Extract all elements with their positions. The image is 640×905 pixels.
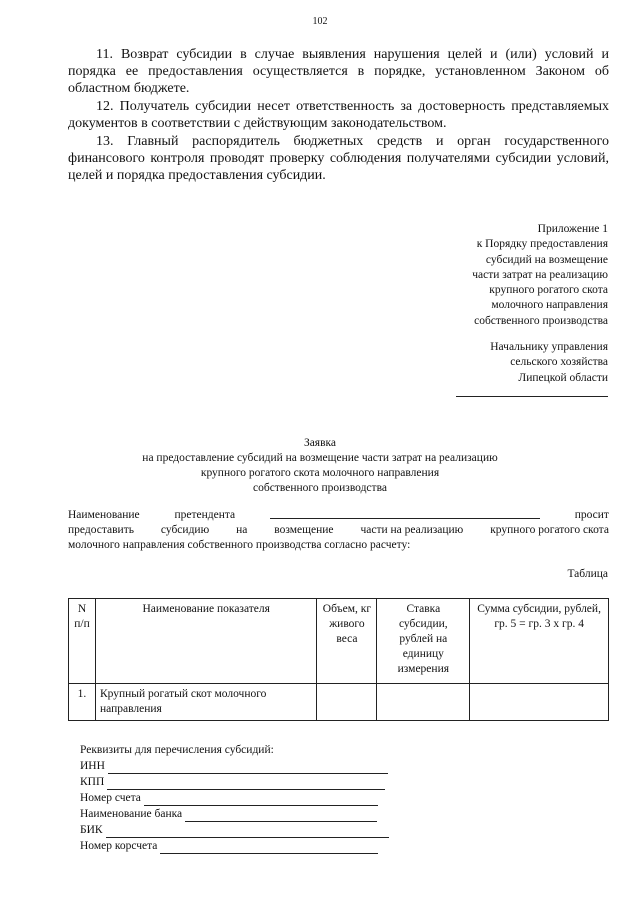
- table-header-row: [69, 599, 609, 684]
- bank-name-field[interactable]: [185, 810, 377, 822]
- applicant-word: претендента: [174, 509, 236, 521]
- applicant-word: просит: [574, 509, 609, 521]
- appendix-line: молочного направления: [491, 299, 608, 312]
- requisite-row-corr-account: [80, 838, 389, 854]
- request-title: Заявка: [303, 437, 337, 449]
- requisites-title: Реквизиты для перечисления субсидий:: [80, 744, 274, 756]
- header-cell-num: N п/п: [69, 599, 96, 684]
- requisite-row-kpp: [80, 774, 389, 790]
- applicant-line-3: молочного направления собственного производства согласно расчету:: [68, 539, 411, 551]
- addressee-line: Липецкой области: [518, 371, 608, 384]
- applicant-name-field[interactable]: [270, 508, 540, 519]
- request-subtitle-line: крупного рогатого скота молочного направления: [200, 467, 440, 479]
- header-cell-sum: Сумма субсидии, рублей, гр. 5 = гр. 3 x гр. 4: [470, 599, 609, 684]
- bik-field[interactable]: [106, 826, 389, 838]
- requisite-row-bik: [80, 822, 389, 838]
- applicant-line-2: [68, 523, 609, 538]
- row-number: 1.: [69, 684, 96, 721]
- header-cell-volume: Объем, кг живого веса: [317, 599, 377, 684]
- header-cell-rate: Ставка субсидии, рублей на единицу измерения: [377, 599, 470, 684]
- row-rate-cell[interactable]: [377, 684, 470, 721]
- row-volume-cell[interactable]: [317, 684, 377, 721]
- requisite-row-bank: [80, 806, 389, 822]
- appendix-line: к Порядку предоставления: [476, 238, 608, 251]
- appendix-header: [472, 222, 608, 329]
- appendix-line: субсидий на возмещение: [485, 253, 608, 266]
- inn-field[interactable]: [108, 762, 388, 774]
- appendix-line: части затрат на реализацию: [472, 268, 608, 281]
- requisites-block: [80, 742, 389, 854]
- requisite-label: Номер корсчета: [80, 840, 158, 852]
- applicant-word: части на реализацию: [360, 524, 464, 536]
- signature-line[interactable]: [456, 396, 608, 397]
- addressee-line: сельского хозяйства: [510, 356, 608, 369]
- requisite-label: БИК: [80, 824, 103, 836]
- request-subtitle-line: на предоставление субсидий на возмещение части затрат на реализацию: [142, 452, 498, 464]
- applicant-word: на: [236, 524, 248, 536]
- applicant-statement: [68, 508, 609, 553]
- requisite-label: Номер счета: [80, 792, 141, 804]
- addressee-line: Начальнику управления: [490, 341, 608, 353]
- table-label: Таблица: [567, 568, 608, 580]
- row-sum-cell[interactable]: [470, 684, 609, 721]
- corr-account-field[interactable]: [160, 842, 378, 854]
- applicant-word: субсидию: [160, 524, 210, 536]
- header-cell-name: Наименование показателя: [95, 599, 316, 684]
- requisite-row-inn: [80, 758, 389, 774]
- appendix-line: Приложение 1: [537, 223, 608, 235]
- paragraph-11: 11. Возврат субсидии в случае выявления нарушения целей и (или) условий и порядка ее предоставления осуществляется в порядке, установленном Законом об областном бюджете.: [68, 47, 609, 96]
- applicant-word: возмещение: [274, 524, 334, 536]
- appendix-line: собственного производства: [474, 314, 608, 327]
- applicant-line-1: [68, 508, 609, 523]
- applicant-word: Наименование: [68, 509, 140, 521]
- paragraph-12: 12. Получатель субсидии несет ответственность за достоверность представляемых документов в соответствии с действующим законодательством.: [68, 99, 609, 131]
- subsidy-table: [68, 598, 609, 721]
- paragraph-13: 13. Главный распорядитель бюджетных средств и орган государственного финансового контроля проводят проверку соблюдения получателями субсидии условий, целей и порядка предоставления субсидии.: [68, 134, 609, 183]
- addressee-block: [490, 340, 608, 386]
- request-title-block: [0, 436, 640, 496]
- account-number-field[interactable]: [144, 794, 378, 806]
- page-number: 102: [312, 16, 328, 27]
- kpp-field[interactable]: [107, 778, 385, 790]
- appendix-line: крупного рогатого скота: [489, 284, 608, 297]
- row-indicator-name: Крупный рогатый скот молочного направления: [95, 684, 316, 721]
- applicant-word: крупного рогатого скота: [490, 524, 609, 536]
- table-row: [69, 684, 609, 721]
- requisite-label: КПП: [80, 776, 105, 788]
- requisite-row-account: [80, 790, 389, 806]
- requisite-label: ИНН: [80, 760, 105, 772]
- requisite-label: Наименование банка: [80, 808, 183, 820]
- request-subtitle-line: собственного производства: [253, 482, 387, 494]
- applicant-word: предоставить: [68, 524, 134, 536]
